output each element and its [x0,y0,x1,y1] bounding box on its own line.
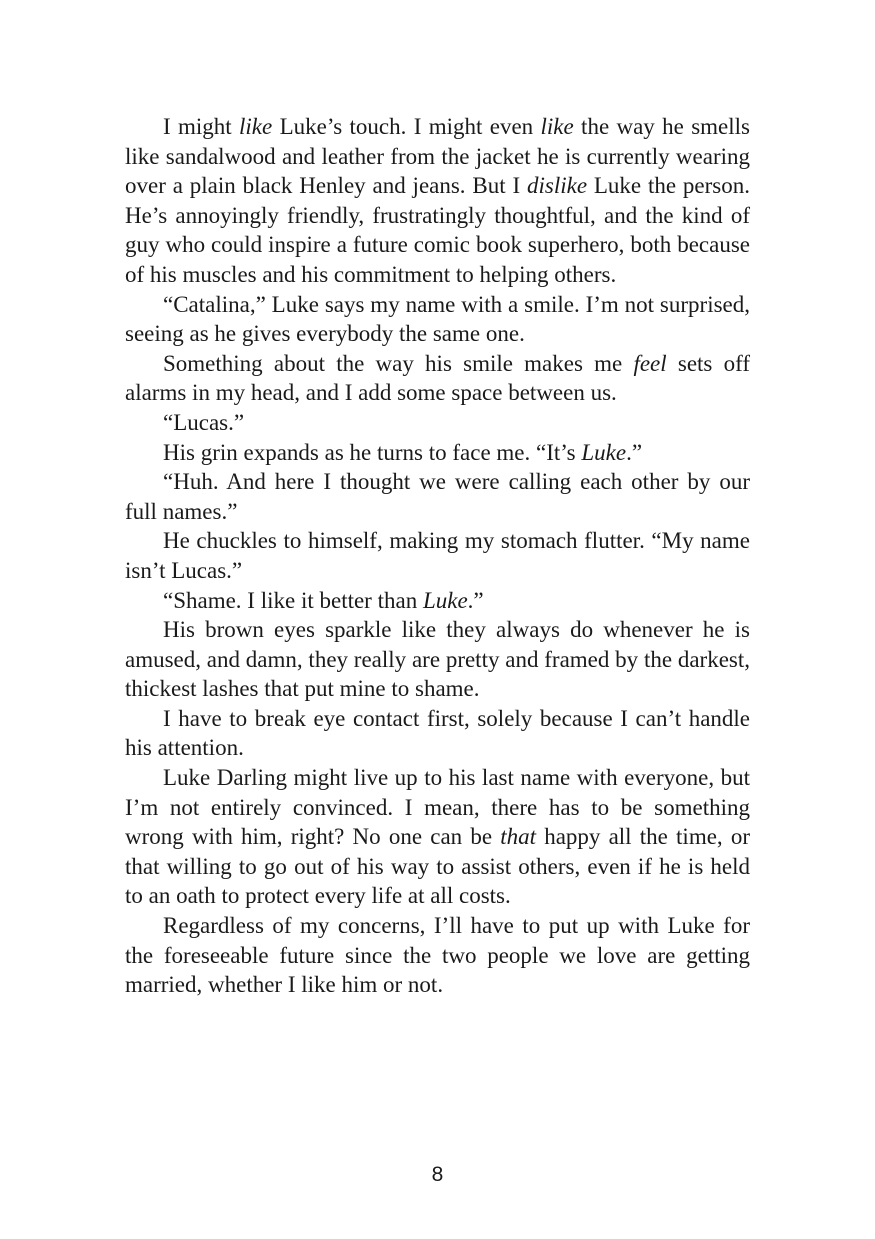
text-segment: sets off alarms in my head, and I add some space between us. [125,350,750,406]
text-segment: Luke the person. He’s annoyingly friendly, frustratingly thoughtful, and the kind of guy who could inspire a future comic book superhero, both because of his muscles and his commitment to helping others. [125,173,750,287]
italic-text-segment: that [500,824,537,850]
text-segment: “Huh. And here I thought we were calling each other by our full names.” [125,469,750,524]
text-segment: His brown eyes sparkle like they always do whenever he is amused, and damn, they really are pretty and framed by the darkest, thickest lashes that put mine to shame. [125,617,750,702]
paragraph [125,763,750,911]
italic-text-segment: Luke [422,587,468,613]
text-segment: Luke’s touch. I might even [272,114,541,139]
paragraph [125,704,750,763]
text-segment: the way he smells like sandalwood and leather from the jacket he is currently wearing over a plain black Henley and jeans. But I [125,114,750,199]
text-segment: “Lucas.” [163,409,245,435]
paragraph [125,467,750,526]
text-segment: .” [626,439,643,465]
page-number: 8 [431,1163,444,1186]
book-page-body [125,112,750,1000]
paragraph [125,408,750,438]
text-segment: .” [467,587,484,613]
text-segment: I might [163,114,240,139]
text-segment: He chuckles to himself, making my stomach flutter. “My name isn’t Lucas.” [125,528,750,583]
italic-text-segment: feel [633,350,667,376]
paragraph [125,586,750,616]
paragraph [125,112,750,290]
text-segment: “Catalina,” Luke says my name with a smile. I’m not surprised, seeing as he gives everybody the same one. [125,291,750,347]
text-segment: I have to break eye contact first, solely because I can’t handle his attention. [125,705,750,761]
paragraph [125,911,750,1000]
paragraph [125,615,750,704]
paragraph [125,349,750,408]
text-segment: “Shame. I like it better than [163,587,423,613]
text-segment: Something about the way his smile makes me [163,350,634,376]
paragraph [125,526,750,585]
text-segment: happy all the time, or that willing to go out of his way to assist others, even if he is held to an oath to protect every life at all costs. [125,824,751,909]
paragraph [125,290,750,349]
italic-text-segment: like [540,114,574,139]
italic-text-segment: dislike [526,173,588,199]
paragraph [125,438,750,468]
text-segment: Regardless of my concerns, I’ll have to put up with Luke for the foreseeable future since the two people we love are getting married, whether I like him or not. [125,913,750,998]
text-segment: His grin expands as he turns to face me. “It’s [163,439,582,465]
italic-text-segment: Luke [581,439,627,465]
italic-text-segment: like [239,114,273,139]
text-segment: Luke Darling might live up to his last name with everyone, but I’m not entirely convinced. I mean, there has to be something wrong with him, right? No one can be [125,765,750,850]
